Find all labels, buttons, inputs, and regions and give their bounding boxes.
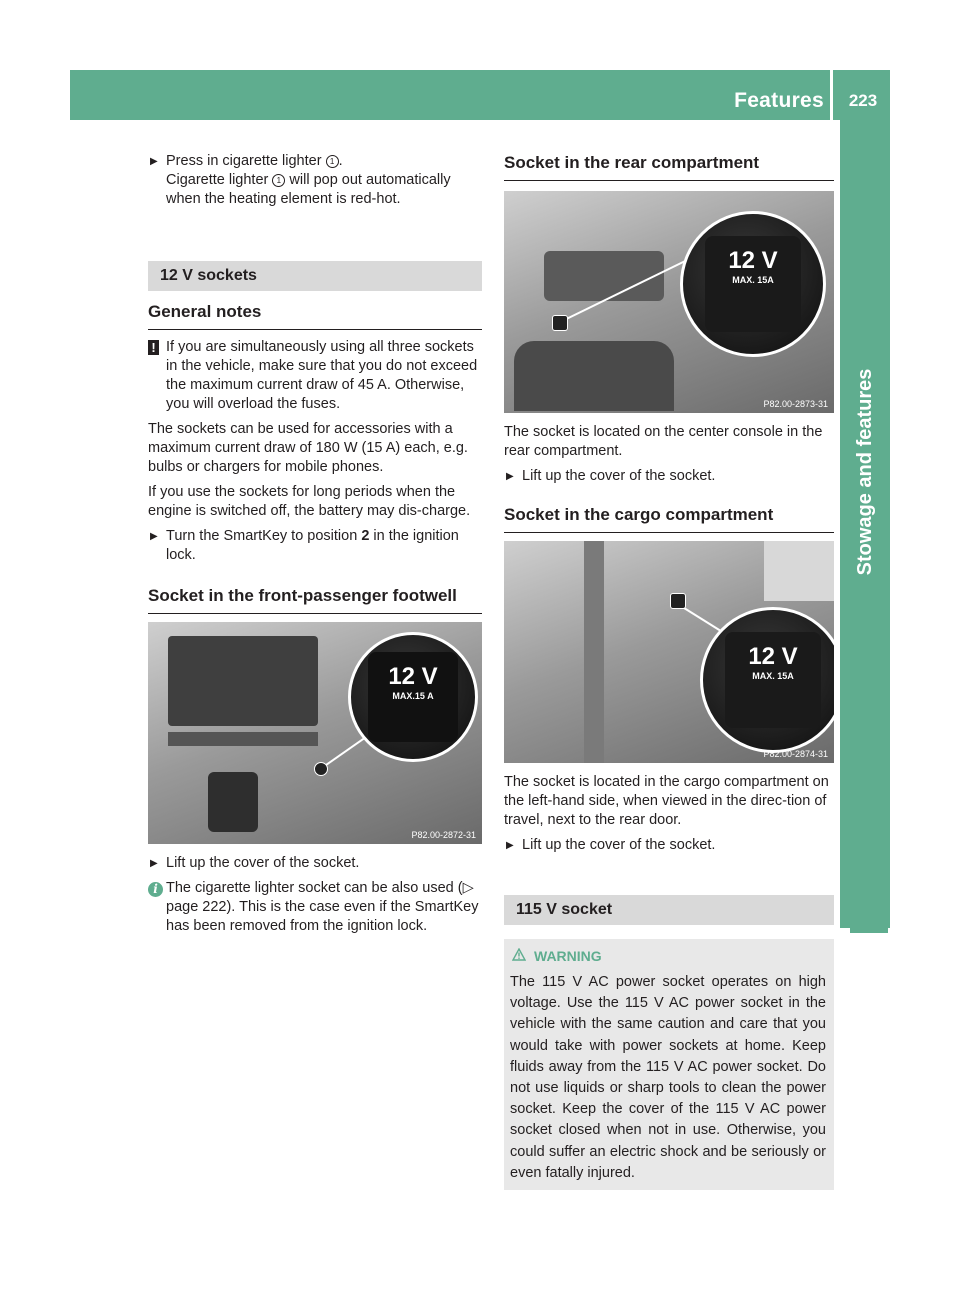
- page-section-title: Features: [734, 89, 824, 112]
- instruction-turn-key: ▶ Turn the SmartKey to position 2 in the ignition lock.: [150, 528, 459, 563]
- warning-text: The 115 V AC power socket operates on high voltage. Use the 115 V AC power socket in the vehicle with the same caution and care that you would take with power sockets at home. Keep fluids away from the 115 V AC power socket. Do not use liquids or sharp tools to clean the power socket. Keep the cover of the 115 V AC power socket closed when not in use. Otherwise, you could suffer an electric shock and be seriously or even fatally injured.: [510, 974, 826, 1181]
- side-tab-marker: [850, 895, 888, 933]
- zoom-circle: 12 V MAX. 15A: [700, 607, 834, 753]
- photo-code: P82.00-2872-31: [411, 830, 476, 840]
- instruction-lift-cover-rear: ▶ Lift up the cover of the socket.: [506, 468, 716, 484]
- left-column: [148, 152, 482, 942]
- socket-location: [552, 315, 568, 331]
- callout-1-icon: 1: [272, 174, 285, 187]
- socket-location: [314, 762, 328, 776]
- caution-note: ! If you are simultaneously using all three sockets in the vehicle, make sure that you do not exceed the maximum current draw of 45 A. Otherwise, you will overload the fuses.: [148, 338, 482, 414]
- gear-selector: [208, 772, 258, 832]
- instruction-press-lighter: ▶ Press in cigarette lighter 1 . Cigarette lighter 1 will pop out automatically when the heating element is red-hot.: [150, 153, 451, 207]
- arrow-icon: ▶: [150, 531, 158, 542]
- arrow-icon: ▶: [150, 156, 158, 167]
- rear-window: [764, 541, 834, 601]
- paragraph-cargo-location: The socket is located in the cargo compartment on the left-hand side, when viewed in the direc-tion of travel, next to the rear door.: [504, 774, 829, 828]
- heading-rear-compartment: Socket in the rear compartment: [504, 152, 834, 181]
- photo-code: P82.00-2874-31: [763, 749, 828, 759]
- heading-cargo-compartment: Socket in the cargo compartment: [504, 504, 834, 533]
- instruction-lift-cover-cargo: ▶ Lift up the cover of the socket.: [506, 837, 716, 853]
- door-pillar: [584, 541, 604, 763]
- rear-vent: [544, 251, 664, 301]
- instruction-lift-cover: ▶ Lift up the cover of the socket.: [150, 855, 360, 871]
- exclamation-icon: !: [148, 339, 159, 358]
- header-divider: [830, 70, 833, 120]
- paragraph-sockets: The sockets can be used for accessories with a maximum current draw of 180 W (15 A) each, e.g. bulbs or chargers for mobile phones.: [148, 421, 468, 475]
- photo-code: P82.00-2873-31: [763, 399, 828, 409]
- info-icon: i: [148, 880, 163, 899]
- arrow-icon: ▶: [506, 840, 514, 851]
- section-band-115v: 115 V socket: [504, 895, 834, 925]
- heading-general-notes: General notes: [148, 301, 482, 330]
- photo-front-footwell: [148, 622, 482, 844]
- heading-front-footwell: Socket in the front-passenger footwell: [148, 585, 482, 614]
- arrow-icon: ▶: [506, 471, 514, 482]
- callout-1-icon: 1: [326, 155, 339, 168]
- page-number: 223: [848, 91, 878, 110]
- photo-rear-compartment: [504, 191, 834, 413]
- zoom-circle: 12 V MAX.15 A: [348, 632, 478, 762]
- center-console-panel: [168, 636, 318, 726]
- warning-heading: WARNING: [510, 947, 826, 966]
- section-band-12v: 12 V sockets: [148, 261, 482, 291]
- right-column: [504, 152, 834, 1190]
- arrow-icon: ▶: [150, 858, 158, 869]
- photo-cargo-compartment: [504, 541, 834, 763]
- socket-location: [670, 593, 686, 609]
- warning-box: [504, 939, 834, 1190]
- paragraph-battery: If you use the sockets for long periods when the engine is switched off, the battery may dis-charge.: [148, 484, 471, 519]
- button-row: [168, 732, 318, 746]
- side-tab-label: Stowage and features: [854, 368, 876, 576]
- info-note: i The cigarette lighter socket can be also used (▷ page 222). This is the case even if the SmartKey has been removed from the ignition lock.: [148, 879, 482, 936]
- paragraph-rear-location: The socket is located on the center console in the rear compartment.: [504, 424, 823, 459]
- zoom-circle: 12 V MAX. 15A: [680, 211, 826, 357]
- warning-triangle-icon: [512, 947, 526, 966]
- cup-holders: [514, 341, 674, 411]
